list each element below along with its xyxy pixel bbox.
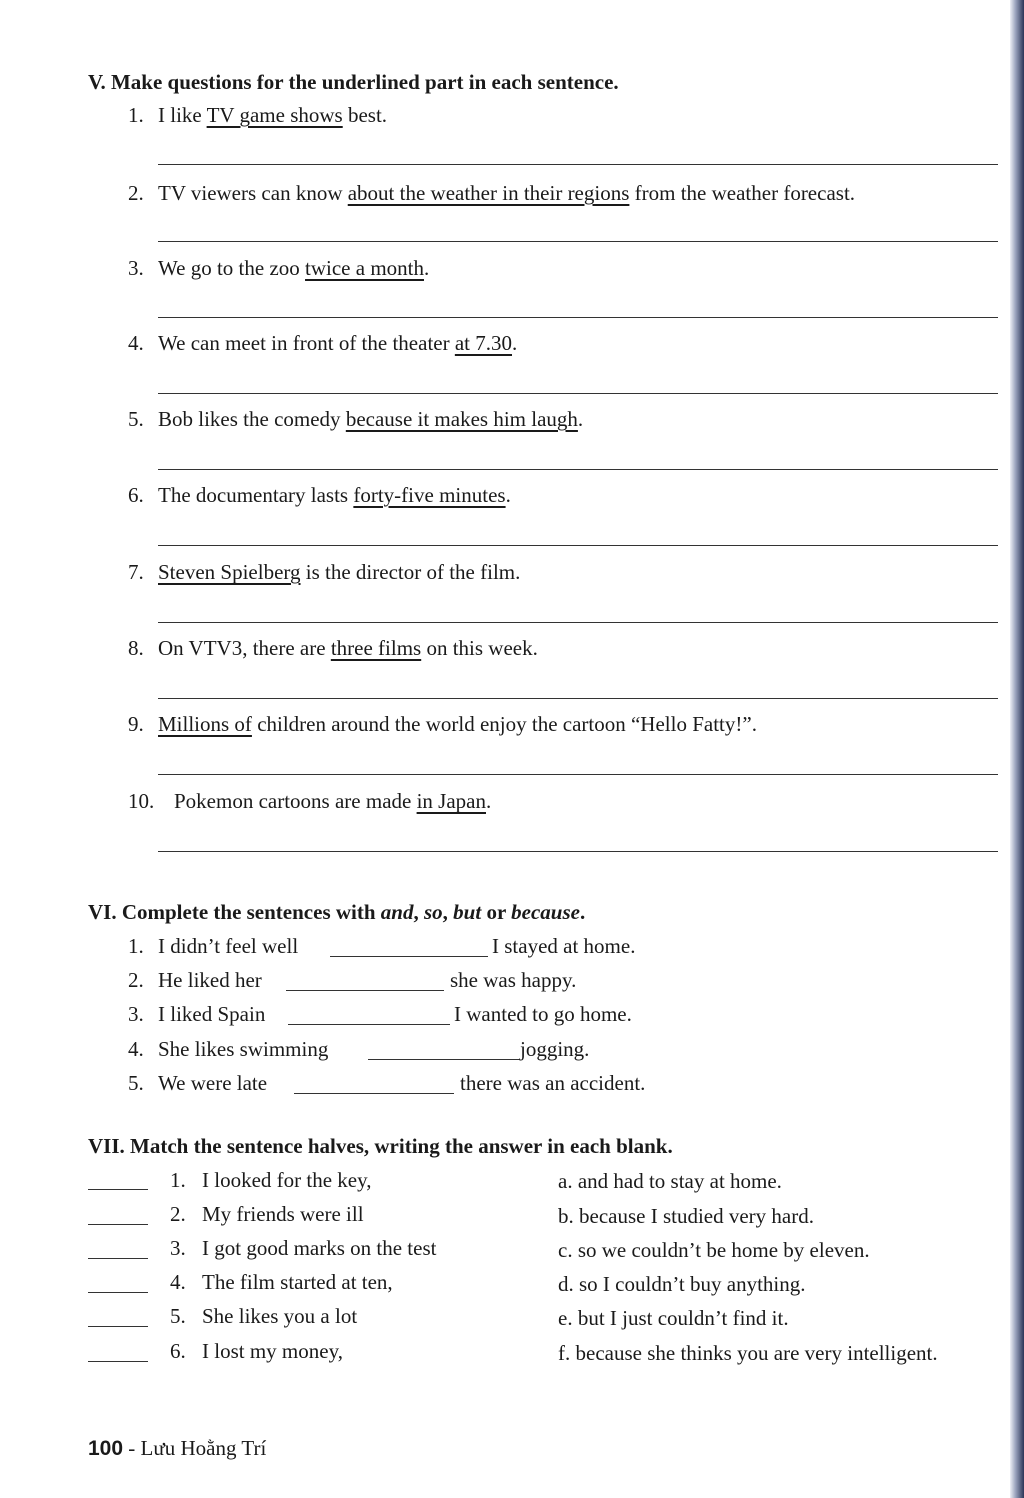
answer-line-10[interactable] bbox=[158, 851, 998, 852]
match-right-c: c. so we couldn’t be home by eleven. bbox=[558, 1238, 870, 1262]
section-v-item-1: 1. I like TV game shows best. bbox=[128, 103, 388, 127]
section-v-heading: V. Make questions for the underlined part in each sentence. bbox=[88, 70, 619, 94]
match-right-e: e. but I just couldn’t find it. bbox=[558, 1306, 789, 1330]
section-vi-item-3: 3. I liked Spain I wanted to go home. bbox=[128, 1002, 632, 1026]
match-right-f: f. because she thinks you are very intelligent. bbox=[558, 1341, 938, 1365]
match-left-1: 1. I looked for the key, bbox=[170, 1168, 372, 1192]
section-vi-item-5: 5. We were late there was an accident. bbox=[128, 1071, 646, 1095]
fill-blank-1[interactable] bbox=[330, 956, 488, 957]
section-v-item-9: 9. Millions of children around the world enjoy the cartoon “Hello Fatty!”. bbox=[128, 712, 757, 736]
author-name: Lưu Hoằng Trí bbox=[140, 1436, 267, 1460]
answer-line-3[interactable] bbox=[158, 317, 998, 318]
answer-line-8[interactable] bbox=[158, 698, 998, 699]
page-edge-shadow bbox=[1010, 0, 1024, 1498]
match-right-d: d. so I couldn’t buy anything. bbox=[558, 1272, 806, 1296]
match-left-5: 5. She likes you a lot bbox=[170, 1304, 358, 1328]
page-number: 100 bbox=[88, 1437, 124, 1460]
answer-line-2[interactable] bbox=[158, 241, 998, 242]
fill-blank-2[interactable] bbox=[286, 990, 444, 991]
match-right-a: a. and had to stay at home. bbox=[558, 1169, 782, 1193]
section-v-item-2: 2. TV viewers can know about the weather in their regions from the weather forecast. bbox=[128, 181, 856, 205]
match-blank-4[interactable] bbox=[88, 1292, 148, 1293]
fill-blank-5[interactable] bbox=[294, 1093, 454, 1094]
match-blank-5[interactable] bbox=[88, 1326, 148, 1327]
fill-blank-4[interactable] bbox=[368, 1059, 520, 1060]
match-blank-2[interactable] bbox=[88, 1224, 148, 1225]
answer-line-4[interactable] bbox=[158, 393, 998, 394]
section-v-item-7: 7. Steven Spielberg is the director of the film. bbox=[128, 560, 521, 584]
answer-line-1[interactable] bbox=[158, 164, 998, 165]
section-vii-heading: VII. Match the sentence halves, writing the answer in each blank. bbox=[88, 1134, 673, 1158]
section-v-item-3: 3. We go to the zoo twice a month. bbox=[128, 256, 430, 280]
answer-line-5[interactable] bbox=[158, 469, 998, 470]
match-blank-1[interactable] bbox=[88, 1189, 148, 1190]
match-right-b: b. because I studied very hard. bbox=[558, 1204, 814, 1228]
match-left-6: 6. I lost my money, bbox=[170, 1339, 343, 1363]
section-v-item-8: 8. On VTV3, there are three films on this week. bbox=[128, 636, 538, 660]
answer-line-6[interactable] bbox=[158, 545, 998, 546]
match-blank-3[interactable] bbox=[88, 1258, 148, 1259]
section-v-item-4: 4. We can meet in front of the theater at 7.30. bbox=[128, 331, 518, 355]
section-vi-item-1: 1. I didn’t feel well I stayed at home. bbox=[128, 934, 636, 958]
section-v-item-6: 6. The documentary lasts forty-five minutes. bbox=[128, 483, 511, 507]
match-left-4: 4. The film started at ten, bbox=[170, 1270, 393, 1294]
section-vi-item-4: 4. She likes swimming jogging. bbox=[128, 1037, 590, 1061]
match-left-2: 2. My friends were ill bbox=[170, 1202, 364, 1226]
answer-line-7[interactable] bbox=[158, 622, 998, 623]
section-v-item-5: 5. Bob likes the comedy because it makes him laugh. bbox=[128, 407, 584, 431]
section-vi-heading: VI. Complete the sentences with and, so, but or because. bbox=[88, 900, 586, 924]
page-footer: 100 - Lưu Hoằng Trí bbox=[88, 1436, 267, 1460]
section-vi-item-2: 2. He liked her she was happy. bbox=[128, 968, 577, 992]
fill-blank-3[interactable] bbox=[288, 1024, 450, 1025]
match-blank-6[interactable] bbox=[88, 1361, 148, 1362]
section-v-item-10: 10. Pokemon cartoons are made in Japan. bbox=[128, 789, 492, 813]
answer-line-9[interactable] bbox=[158, 774, 998, 775]
match-left-3: 3. I got good marks on the test bbox=[170, 1236, 437, 1260]
